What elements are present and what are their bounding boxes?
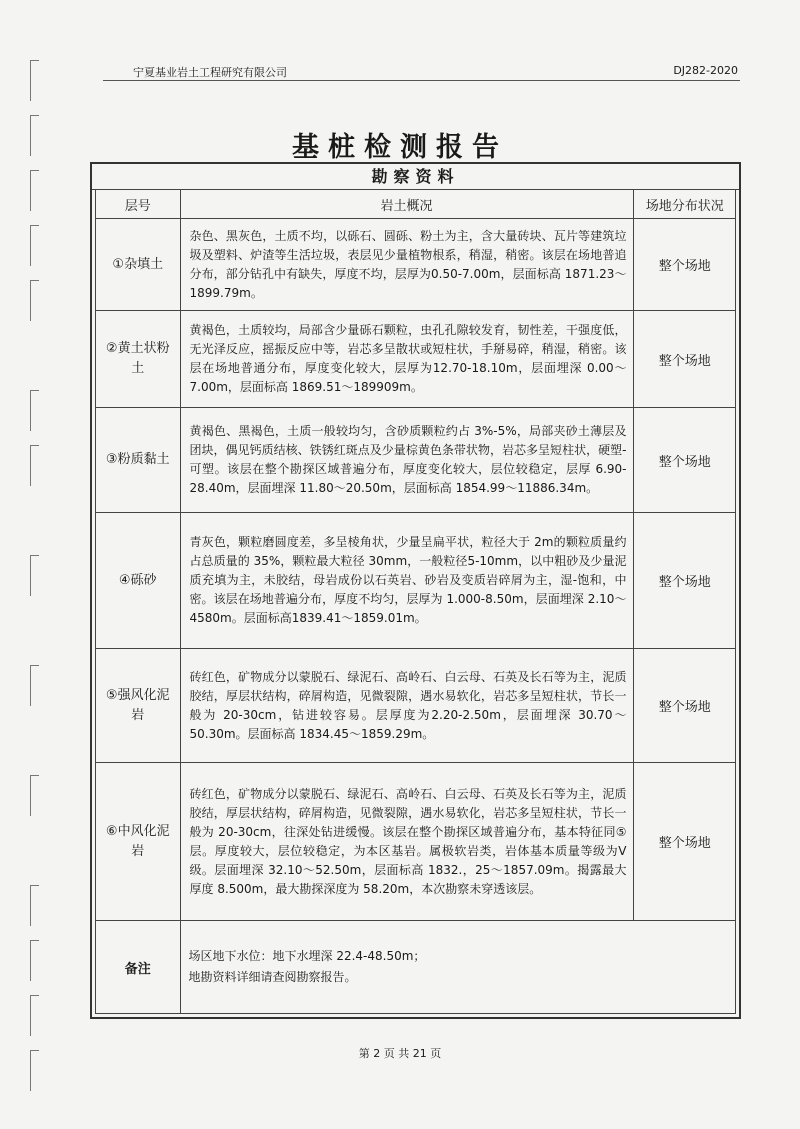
page-title: 基桩检测报告 (292, 132, 508, 163)
table-row (96, 408, 736, 513)
remark-row (96, 921, 736, 1014)
survey-table (96, 190, 736, 1014)
binding-mark (30, 445, 39, 486)
survey-table-frame (90, 162, 741, 1019)
remark-reference: 地勘资料详细请查阅勘察报告。 (188, 970, 357, 984)
binding-mark (30, 885, 39, 926)
layer-description: 青灰色，颗粒磨圆度差，多呈棱角状，少量呈扁平状，粒径大于 2m的颗粒质量约占总质量的 35%，颗粒最大粒径 30mm，一般粒径5-10mm，以中粗砂及少量泥质充填为主，未胶结，母岩成份以石英岩、砂岩及变质岩碎屑为主，湿-饱和，中密。该层在场地普遍分布，厚度不均匀，层厚为 1.000-8.50m，层面埋深 2.10～4580m。层面标高1839.41～1859.01m。 (180, 513, 633, 649)
layer-name: ①杂填土 (96, 219, 180, 311)
layer-description: 黄褐色、黑褐色，土质一般较均匀，含砂质颗粒约占 3%-5%，局部夹砂土薄层及团块，偶见钙质结核、铁锈红斑点及少量棕黄色条带状物，岩芯多呈短柱状，硬塑-可塑。该层在整个勘探区域普遍分布，厚度变化较大，层位较稳定，层厚 6.90-28.40m，层面埋深 11.80～20.50m，层面标高 1854.99～11886.34m。 (180, 408, 633, 513)
layer-name: ④砾砂 (96, 513, 180, 649)
layer-description: 杂色、黑灰色，土质不均，以砾石、圆砾、粉土为主，含大量砖块、瓦片等建筑垃圾及塑料、炉渣等生活垃圾，表层见少量植物根系，稍湿，稍密。该层在场地普追分布，部分钻孔中有缺失，厚度不均，层厚为0.50-7.00m，层面标高 1871.23～1899.79m。 (180, 219, 633, 311)
binding-mark (30, 280, 39, 321)
binding-mark (30, 390, 39, 431)
column-header-distribution: 场地分布状况 (633, 190, 736, 219)
table-row (96, 649, 736, 763)
layer-distribution: 整个场地 (633, 513, 736, 649)
column-header-overview: 岩土概况 (180, 190, 633, 219)
layer-name: ⑥中风化泥岩 (96, 763, 180, 921)
table-row (96, 763, 736, 921)
layer-distribution: 整个场地 (633, 219, 736, 311)
layer-name: ②黄土状粉土 (96, 311, 180, 408)
layer-distribution: 整个场地 (633, 311, 736, 408)
page-header (103, 62, 740, 81)
company-name: 宁夏基业岩土工程研究有限公司 (133, 66, 287, 79)
binding-margin (0, 0, 50, 1129)
binding-mark (30, 60, 39, 101)
table-row (96, 311, 736, 408)
remark-label: 备注 (96, 921, 180, 1014)
binding-mark (30, 940, 39, 981)
layer-distribution: 整个场地 (633, 649, 736, 763)
layer-distribution: 整个场地 (633, 763, 736, 921)
document-number: DJ282-2020 (673, 64, 738, 77)
layer-description: 砖红色，矿物成分以蒙脱石、绿泥石、高岭石、白云母、石英及长石等为主，泥质胶结，厚层状结构，碎屑构造，见微裂隙，遇水易软化，岩芯多呈短柱状，节长一般为 20-30cm，钻进较容易。层厚度为2.20-2.50m，层面埋深 30.70～50.30m。层面标高 1834.45～1859.29m。 (180, 649, 633, 763)
layer-distribution: 整个场地 (633, 408, 736, 513)
remark-groundwater: 场区地下水位：地下水埋深 22.4-48.50m； (188, 949, 426, 963)
page-number: 第 2 页 共 21 页 (358, 1047, 442, 1060)
binding-mark (30, 225, 39, 266)
binding-mark (30, 775, 39, 816)
table-header-row (96, 190, 736, 219)
table-row (96, 219, 736, 311)
layer-description: 黄褐色，土质较均，局部含少量砾石颗粒，虫孔孔隙较发育，韧性差，干强度低，无光泽反应，摇振反应中等，岩芯多呈散状或短柱状，手掰易碎，稍湿，稍密。该层在场地普通分布，厚度变化较大，层厚为12.70-18.10m，层面埋深 0.00～7.00m，层面标高 1869.51～189909m。 (180, 311, 633, 408)
layer-name: ⑤强风化泥岩 (96, 649, 180, 763)
layer-name: ③粉质黏土 (96, 408, 180, 513)
section-title: 勘察资料 (92, 164, 739, 190)
layer-description: 砖红色，矿物成分以蒙脱石、绿泥石、高岭石、白云母、石英及长石等为主，泥质胶结，厚层状结构，碎屑构造，见微裂隙，遇水易软化，岩芯多呈短柱状，节长一般为 20-30cm，往深处钻进缓慢。该层在整个勘探区域普遍分布，基本特征同⑤层。厚度较大，层位较稳定，为本区基岩。属极软岩类，岩体基本质量等级为Ⅴ级。层面埋深 32.10～52.50m，层面标高 1832.，25～1857.09m。揭露最大厚度 8.500m，最大勘探深度为 58.20m，本次勘察未穿透该层。 (180, 763, 633, 921)
binding-mark (30, 170, 39, 211)
binding-mark (30, 995, 39, 1036)
remark-content (180, 921, 736, 1014)
column-header-layer: 层号 (96, 190, 180, 219)
table-row (96, 513, 736, 649)
binding-mark (30, 665, 39, 706)
binding-mark (30, 555, 39, 596)
